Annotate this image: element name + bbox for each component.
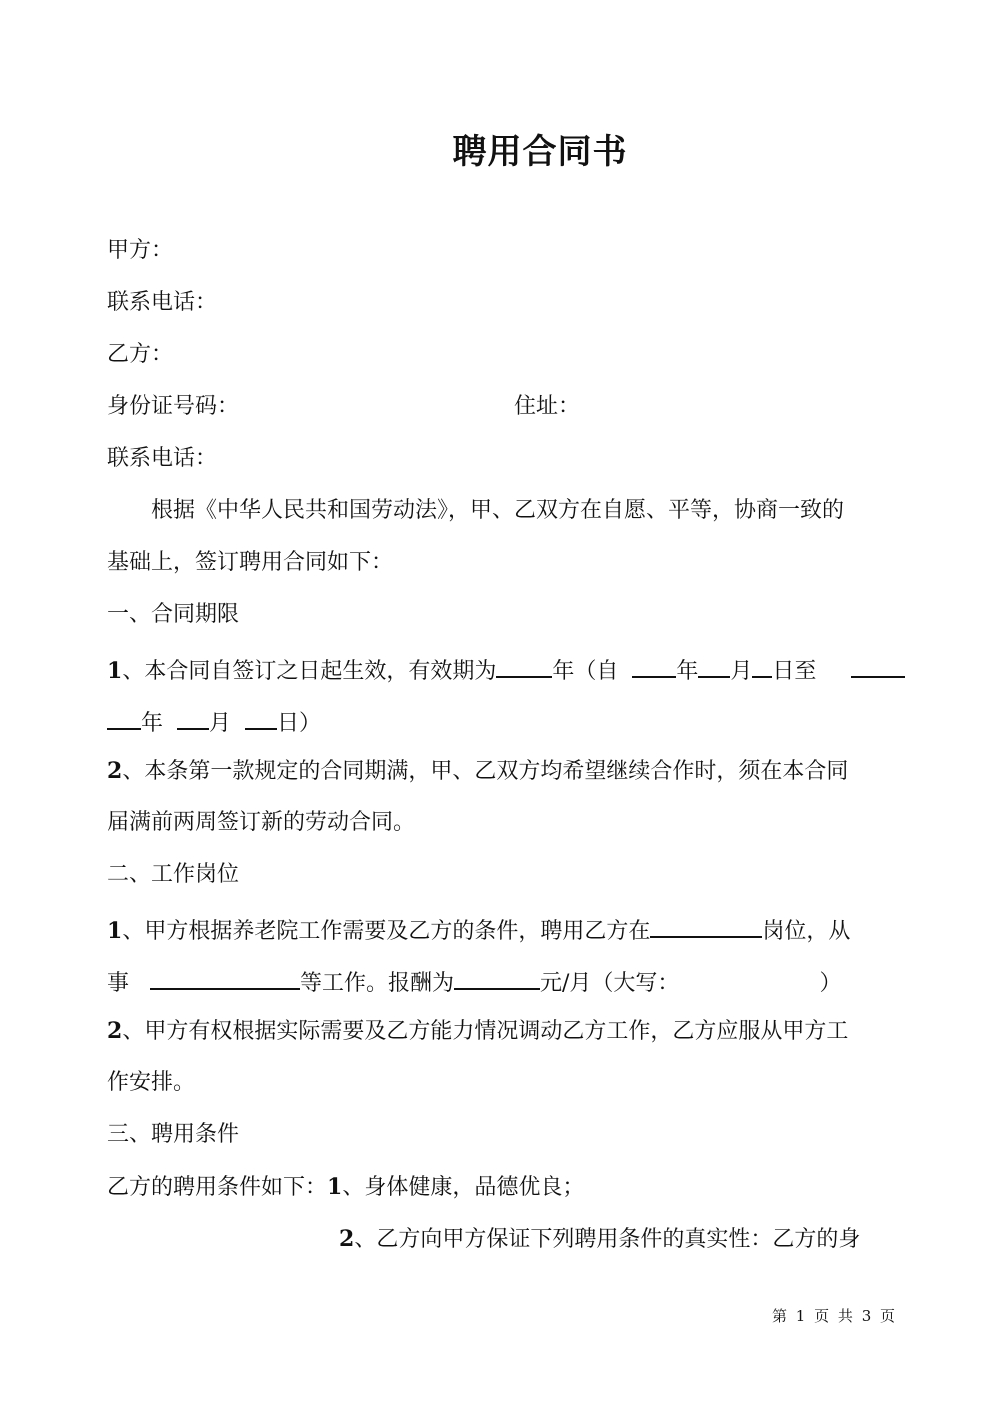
clause-text: 年 (141, 711, 164, 736)
clause-text: 乙方的聘用条件如下： (107, 1175, 328, 1200)
footer-text: 页 共 (814, 1307, 855, 1325)
end-month-blank[interactable] (177, 704, 209, 730)
start-year-blank[interactable] (632, 652, 676, 678)
clause-text: 岗位，从 (762, 919, 851, 944)
position-blank[interactable] (650, 912, 762, 938)
clause-number: 1 (327, 1174, 343, 1200)
clause-text: 月 (730, 659, 753, 684)
page-number: 1 (795, 1307, 808, 1325)
clause-2-2-line-1 (107, 1016, 848, 1047)
duties-blank[interactable] (150, 964, 300, 990)
preamble-line-1: 根据《中华人民共和国劳动法》，甲、乙双方在自愿、平等，协商一致的 (151, 498, 845, 523)
section-3-heading: 三、聘用条件 (107, 1122, 240, 1147)
clause-1-2-line-1 (107, 756, 848, 787)
party-a-label: 甲方： (107, 238, 174, 263)
end-year-blank-part-2[interactable] (107, 704, 141, 730)
clause-1-1-line-2 (107, 704, 321, 739)
page-footer (772, 1305, 897, 1326)
clause-2-2-line-2: 作安排。 (107, 1070, 196, 1095)
clause-text: 元/月（大写： (540, 971, 680, 996)
clause-2-1-line-2 (107, 964, 841, 999)
clause-text: 、甲方有权根据实际需要及乙方能力情况调动乙方工作，乙方应服从甲方工 (122, 1019, 849, 1044)
footer-text: 第 (772, 1307, 790, 1325)
clause-number: 2 (339, 1226, 355, 1252)
clause-number: 2 (107, 758, 123, 784)
total-pages: 3 (861, 1307, 874, 1325)
clause-text: 、本合同自签订之日起生效，有效期为 (122, 659, 497, 684)
footer-text: 页 (880, 1307, 898, 1325)
start-month-blank[interactable] (698, 652, 730, 678)
clause-text: 事 (107, 971, 130, 996)
clause-number: 1 (107, 658, 123, 684)
id-number-label: 身份证号码： (107, 394, 240, 419)
clause-text: 年（自 (552, 659, 619, 684)
clause-3-line-1 (107, 1172, 584, 1203)
clause-text: 日至 (772, 659, 817, 684)
clause-text: 、乙方向甲方保证下列聘用条件的真实性：乙方的身 (354, 1227, 861, 1252)
document-title: 聘用合同书 (452, 132, 628, 172)
end-year-blank-part-1[interactable] (851, 652, 905, 678)
start-day-blank[interactable] (752, 652, 772, 678)
clause-number: 1 (107, 918, 123, 944)
clause-number: 2 (107, 1018, 123, 1044)
section-2-heading: 二、工作岗位 (107, 862, 240, 887)
party-b-phone-label: 联系电话： (107, 446, 218, 471)
end-day-blank[interactable] (245, 704, 277, 730)
clause-text: 日） (277, 711, 322, 736)
clause-text: 、本条第一款规定的合同期满，甲、乙双方均希望继续合作时，须在本合同 (122, 759, 849, 784)
section-1-heading: 一、合同期限 (107, 602, 240, 627)
clause-text: 、身体健康，品德优良； (342, 1175, 585, 1200)
salary-blank[interactable] (454, 964, 540, 990)
preamble-line-2: 基础上，签订聘用合同如下： (107, 550, 394, 575)
party-b-label: 乙方： (107, 342, 174, 367)
clause-3-line-2 (339, 1224, 860, 1255)
address-label: 住址： (514, 394, 581, 419)
clause-text: 月 (209, 711, 232, 736)
clause-text: 、甲方根据养老院工作需要及乙方的条件，聘用乙方在 (122, 919, 651, 944)
clause-1-2-line-2: 届满前两周签订新的劳动合同。 (107, 810, 416, 835)
clause-text: ） (819, 971, 842, 996)
party-a-phone-label: 联系电话： (107, 290, 218, 315)
clause-1-1-line-1 (107, 652, 905, 687)
term-years-blank[interactable] (496, 652, 552, 678)
clause-text: 等工作。报酬为 (300, 971, 455, 996)
clause-2-1-line-1 (107, 912, 850, 947)
clause-text: 年 (676, 659, 699, 684)
